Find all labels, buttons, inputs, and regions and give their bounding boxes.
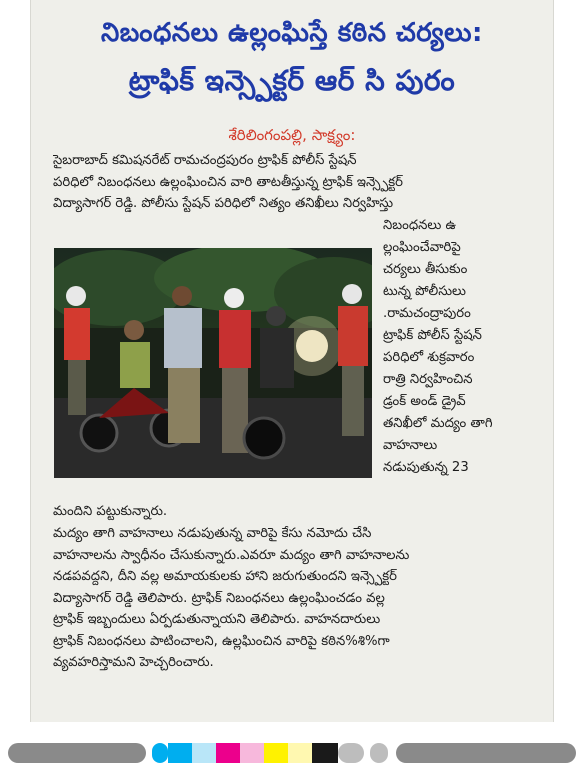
paragraph-line: నడపవద్దని, దీని వల్ల అమాయకులకు హాని జరుగుతుందని ఇన్స్పెక్టర్ xyxy=(53,569,397,584)
news-clipping xyxy=(30,0,554,722)
color-swatch xyxy=(370,743,388,763)
color-swatch xyxy=(216,743,240,763)
color-swatch xyxy=(312,743,338,763)
color-swatch xyxy=(152,743,168,763)
paragraph-line: ట్రాఫిక్ నిబంధనలు పాటించాలని, ఉల్లఘించిన వారిపై కఠిన%శి%గా xyxy=(53,633,390,649)
color-swatch xyxy=(192,743,216,763)
paragraph-1-tail xyxy=(53,501,533,523)
color-swatch xyxy=(338,743,364,763)
paragraph-1 xyxy=(53,150,533,215)
news-photo-traffic-police-checking xyxy=(54,248,372,478)
paragraph-line: పరిధిలో నిబంధనలు ఉల్లంఘించిన వారి తాటతీస్తున్న ట్రాఫిక్ ఇన్స్పెక్టర్ xyxy=(53,174,403,190)
dateline: శేరిలింగంపల్లి, సాక్ష్యం: xyxy=(228,126,356,144)
side-column-line: .రామచంద్రాపురం xyxy=(383,306,471,321)
paragraph-line: విద్యాసాగర్ రెడ్డి తెలిపారు. ట్రాఫిక్ నిబంధనలు ఉల్లంఘించడం వల్ల xyxy=(53,590,385,606)
headline-line-2: ట్రాఫిక్ ఇన్స్పెక్టర్ ఆర్ సి పురం xyxy=(128,64,456,97)
side-column-line: ల్లంఘించేవారిపై xyxy=(383,240,461,255)
color-swatch xyxy=(288,743,312,763)
side-column-line: తనిఖీలో మద్యం తాగి xyxy=(383,416,493,431)
side-column-line: వాహనాలు xyxy=(383,438,438,453)
paragraph-line: వాహనాలను స్వాధీనం చేసుకున్నారు.ఎవరూ మద్యం తాగి వాహనాలను xyxy=(53,547,410,563)
side-column-text xyxy=(383,215,533,479)
side-column-line: టున్న పోలీసులు xyxy=(383,284,466,299)
paragraph-line: వ్యవహరిస్తామని హెచ్చరించారు. xyxy=(53,655,214,670)
paragraph-line: సైబరాబాద్ కమిషనరేట్ రామచంద్రపురం ట్రాఫిక్ పోలీస్ స్టేషన్ xyxy=(53,153,357,168)
paragraph-line: ట్రాఫిక్ ఇబ్బందులు ఏర్పడుతున్నాయని తెలిపారు. వాహనదారులు xyxy=(53,612,381,627)
side-column-line: రాత్రి నిర్వహించిన xyxy=(383,372,473,387)
side-column-line: డ్రంక్ అండ్ డ్రైవ్ xyxy=(383,394,466,409)
paragraph-line: విద్యాసాగర్ రెడ్డి. పోలీసు స్టేషన్ పరిధిలో నిత్యం తనిఖీలు నిర్వహిస్తు xyxy=(53,196,394,211)
side-column-line: నడుపుతున్న 23 xyxy=(383,460,469,475)
side-column-line: ట్రాఫిక్ పోలీస్ స్టేషన్ xyxy=(383,328,482,343)
paragraph-line: మందిని పట్టుకున్నారు. xyxy=(53,504,168,519)
color-swatch xyxy=(8,743,146,763)
paragraph-2 xyxy=(53,523,533,674)
side-column-line: నిబంధనలు ఉ xyxy=(383,218,457,233)
color-swatch xyxy=(168,743,192,763)
color-swatch xyxy=(240,743,264,763)
print-color-registration-bar xyxy=(0,740,579,766)
side-column-line: పరిధిలో శుక్రవారం xyxy=(383,350,475,365)
color-swatch xyxy=(396,743,576,763)
side-column-line: చర్యలు తీసుకుం xyxy=(383,262,468,277)
color-swatch xyxy=(264,743,288,763)
paragraph-line: మద్యం తాగి వాహనాలు నడుపుతున్న వారిపై కేసు నమోదు చేసి xyxy=(53,526,372,541)
headline-line-1: నిబంధనలు ఉల్లంఘిస్తే కఠిన చర్యలు: xyxy=(101,18,483,48)
